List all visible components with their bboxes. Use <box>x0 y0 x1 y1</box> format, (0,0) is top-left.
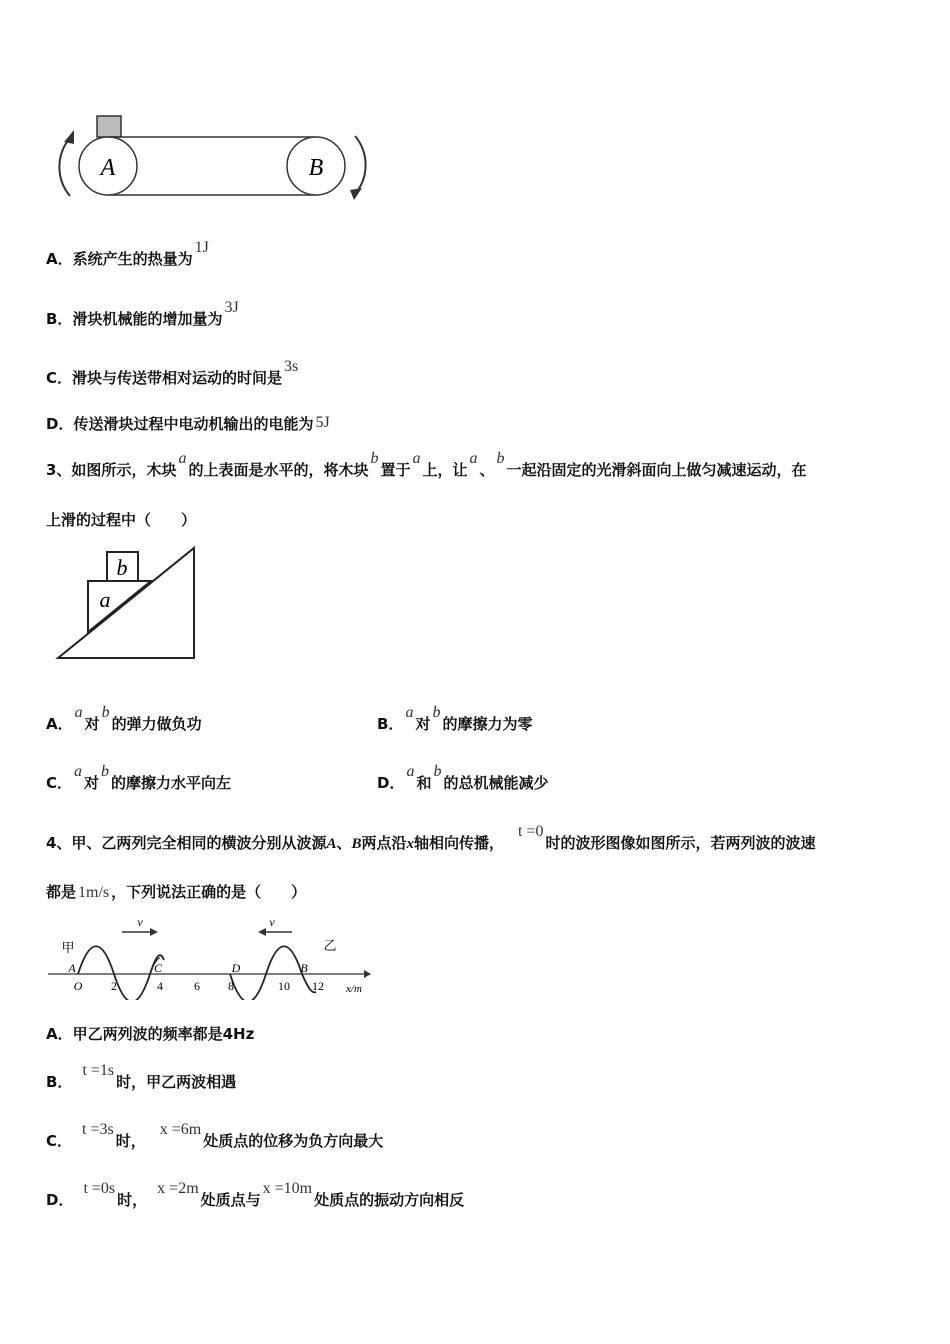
prev-option-c: C．滑块与传送带相对运动的时间是3s <box>46 358 299 387</box>
wave-figure <box>46 910 376 1000</box>
q4-option-a: A．甲乙两列波的频率都是4Hz <box>46 1025 255 1043</box>
q4-option-b: B．t =1s时，甲乙两波相遇 <box>46 1062 237 1091</box>
tick-label: 4 <box>157 979 163 993</box>
arrowhead-icon <box>150 928 158 936</box>
q3-option-b: B．a对b的摩擦力为零 <box>377 704 533 733</box>
tick-label: 2 <box>111 979 117 993</box>
q4-option-d: D．t =0s时，x =2m处质点与x =10m处质点的振动方向相反 <box>46 1180 465 1209</box>
q3-option-c: C．a对b的摩擦力水平向左 <box>46 763 232 792</box>
q4-stem-line1: 4、甲、乙两列完全相同的横波分别从波源A、B两点沿x轴相向传播，t =0时的波形图像如图所示，若两列波的波速 <box>46 823 816 852</box>
tick-label: 10 <box>278 979 290 993</box>
arrowhead-icon <box>258 928 266 936</box>
block-b-label: b <box>116 555 128 580</box>
prev-option-a: A．系统产生的热量为1J <box>46 239 209 268</box>
block-a-label: a <box>99 587 111 612</box>
point-label-c: C <box>153 961 163 975</box>
incline-figure <box>50 540 210 665</box>
q4-stem-line2: 都是 1m/s ，下列说法正确的是（ ） <box>46 883 307 901</box>
point-label-d: D <box>231 961 241 975</box>
x-axis-arrow-icon <box>364 970 371 978</box>
tick-label: 8 <box>228 979 234 993</box>
tick-label: 6 <box>194 979 200 993</box>
pulley-b-label: B <box>308 155 324 181</box>
q4-option-c: C．t =3s时，x =6m处质点的位移为负方向最大 <box>46 1121 384 1150</box>
q3-option-d: D．a和b的总机械能减少 <box>377 763 549 792</box>
rotation-arrow-left <box>59 138 70 196</box>
slider-block <box>97 116 121 137</box>
arrowhead-icon <box>350 188 362 200</box>
arrowhead-icon <box>64 130 74 144</box>
point-label-b: B <box>300 961 308 975</box>
q3-option-a: A．a对b的弹力做负功 <box>46 704 202 733</box>
rotation-arrow-right <box>355 136 366 194</box>
wave-label-jia: 甲 <box>61 940 75 955</box>
pulley-a-label: A <box>100 155 116 181</box>
tick-label: 12 <box>312 979 324 993</box>
q3-stem-line2: 上滑的过程中（ ） <box>46 511 197 529</box>
conveyor-belt-figure <box>50 108 380 208</box>
tick-label: O <box>73 979 83 993</box>
point-label-a: A <box>68 961 76 975</box>
prev-option-d: D．传送滑块过程中电动机输出的电能为 5J <box>46 414 330 433</box>
velocity-label-left: v <box>137 915 143 929</box>
wave-jia <box>78 946 164 1000</box>
q3-stem-line1: 3、如图所示，木块a的上表面是水平的，将木块b置于a上，让a、b一起沿固定的光滑斜面向上做匀减速运动，在 <box>46 450 807 479</box>
x-axis-label: x/m <box>346 983 362 995</box>
velocity-label-right: v <box>269 915 275 929</box>
wave-label-yi: 乙 <box>323 938 337 953</box>
prev-option-b: B．滑块机械能的增加量为3J <box>46 299 239 328</box>
